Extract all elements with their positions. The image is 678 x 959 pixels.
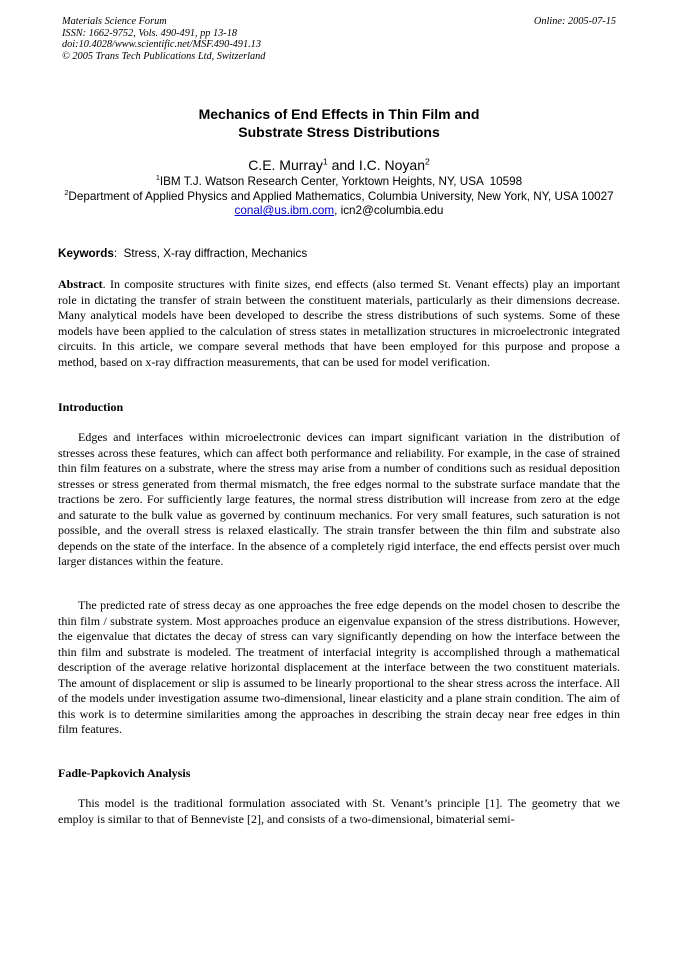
issn-line: ISSN: 1662-9752, Vols. 490-491, pp 13-18 <box>62 27 238 39</box>
keywords-line <box>58 246 620 261</box>
title-line-1: Mechanics of End Effects in Thin Film and <box>198 106 480 122</box>
online-date: Online: 2005-07-15 <box>533 16 616 27</box>
affiliations <box>58 175 620 219</box>
author-1: C.E. Murray <box>248 157 323 173</box>
email-link-murray[interactable]: conal@us.ibm.com <box>234 204 335 218</box>
introduction-paragraph-1: Edges and interfaces within microelectronic devices can impart significant variation in the distribution of stresses across these features, which can affect both performance and reliability. For example, in the case of strained thin film features on a substrate, where the stress may arise from a number of conditions such as residual deposition stresses or stress generated from thermal mismatch, the free edges normal to the substrate surface mandate that the tractions be zero. For sufficiently large features, the normal stress distribution will increase from zero at the edge and saturate to the bulk value as governed by continuum mechanics. For very small features, such saturation is not possible, and the overall stress is relaxed elastically. The strain transfer between the thin film and substrate also depends on the state of the interface. In the absence of a completely rigid interface, the end effects persist over much larger distances within the feature. <box>58 430 620 568</box>
abstract-paragraph <box>58 277 620 370</box>
contact-emails <box>58 204 620 219</box>
affiliation-1-text: IBM T.J. Watson Research Center, Yorktown Heights, NY, USA 10598 <box>159 175 523 188</box>
paper-title <box>62 105 616 141</box>
doi-line: doi:10.4028/www.scientific.net/MSF.490-491.13 <box>62 39 261 51</box>
author-2: I.C. Noyan <box>358 157 425 173</box>
affiliation-2 <box>58 187 620 205</box>
keywords-label: Keywords <box>58 247 114 260</box>
author-list <box>62 156 616 174</box>
author-conjunction: and <box>327 157 359 173</box>
author-2-affil-marker: 2 <box>424 156 430 167</box>
journal-header <box>62 16 616 62</box>
keywords-text: : Stress, X-ray diffraction, Mechanics <box>113 247 308 260</box>
email-noyan: icn2@columbia.edu <box>340 204 444 218</box>
introduction-heading: Introduction <box>58 400 124 414</box>
title-line-2: Substrate Stress Distributions <box>238 124 440 140</box>
affiliation-2-text: Department of Applied Physics and Applied Mathematics, Columbia University, New York, NY, USA 10027 <box>68 189 614 203</box>
copyright-line: © 2005 Trans Tech Publications Ltd, Switzerland <box>62 50 266 62</box>
author-1-affil-marker: 1 <box>322 156 328 167</box>
email-separator: , <box>334 204 341 218</box>
abstract-text: . In composite structures with finite sizes, end effects (also termed St. Venant effects) play an important role in dictating the transfer of strain between the constituent materials, particularly as their dimensions decrease. Many analytical models have been developed to describe the stress distributions of such systems. Some of these models have been applied to the calculation of stress states in metallization structures in microelectronic integrated circuits. In this article, we compare several methods that have been employed for this purpose and propose a method, based on x-ray diffraction measurements, that can be used for model verification. <box>58 277 620 369</box>
fadle-papkovich-paragraph-1: This model is the traditional formulation associated with St. Venant’s principle [1]. The geometry that we employ is similar to that of Benneviste [2], and consists of a two-dimensional, bimaterial semi- <box>58 796 620 826</box>
introduction-paragraph-2: The predicted rate of stress decay as one approaches the free edge depends on the model chosen to describe the thin film / substrate system. Most approaches produce an eigenvalue expansion of the stress distributions. However, the eigenvalue that dictates the decay of stress can vary significantly depending on how the interface between the thin film and substrate is modeled. The treatment of interfacial integrity is accomplished through a mathematical description of the average relative horizontal displacement at the interface between the two constituent materials. The amount of displacement or slip is assumed to be linearly proportional to the shear stress across the interface. All of the models under investigation assume two-dimensional, linear elasticity and a plane strain condition. The aim of this work is to determine similarities among the approaches in describing the strain decay near free edges in thin film features. <box>58 598 620 736</box>
affiliation-2-marker: 2 <box>64 187 69 197</box>
abstract-label: Abstract <box>58 277 103 291</box>
affiliation-1-marker: 1 <box>155 173 160 183</box>
journal-name: Materials Science Forum <box>62 16 167 27</box>
fadle-papkovich-heading: Fadle-Papkovich Analysis <box>58 766 191 780</box>
affiliation-1 <box>58 175 620 190</box>
